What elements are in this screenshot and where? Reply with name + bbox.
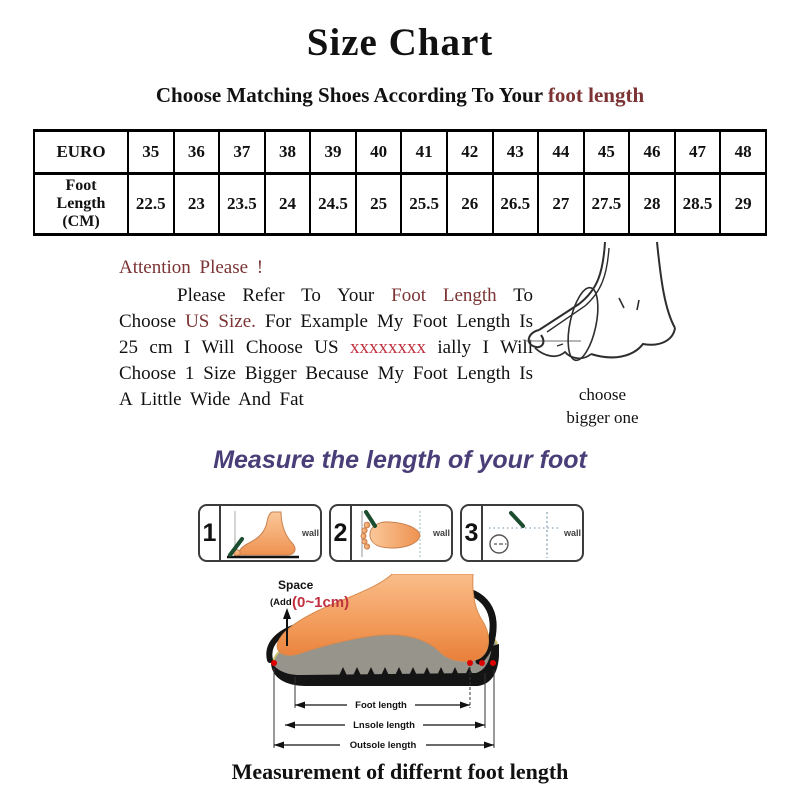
euro-size: 41 xyxy=(401,131,447,174)
attention-us-size: US Size. xyxy=(185,311,256,332)
ankle-marks xyxy=(619,298,639,310)
attention-body xyxy=(119,283,533,413)
foot-length-cm: 26.5 xyxy=(493,174,539,235)
measure-heading: Measure the length of your foot xyxy=(213,446,587,474)
foot-length-cm: 24.5 xyxy=(310,174,356,235)
step-number: 1 xyxy=(200,506,221,560)
step2-art xyxy=(354,508,436,562)
euro-size: 43 xyxy=(493,131,539,174)
marker-dot xyxy=(467,660,473,666)
table-row-foot-length xyxy=(34,174,766,235)
toe-tick xyxy=(557,344,563,346)
table-row-euro xyxy=(34,131,766,174)
euro-size: 45 xyxy=(584,131,630,174)
euro-size: 48 xyxy=(720,131,766,174)
toe-shape xyxy=(364,522,370,528)
size-table xyxy=(33,129,767,236)
foot-length-cm: 28 xyxy=(629,174,675,235)
arrowhead-right xyxy=(484,742,494,749)
measure-steps xyxy=(198,504,584,562)
foot-length-cm: 28.5 xyxy=(675,174,721,235)
foot-length-cm: 23 xyxy=(174,174,220,235)
page-title: Size Chart xyxy=(306,21,494,64)
subtitle-highlight: foot length xyxy=(547,83,645,107)
euro-size: 36 xyxy=(174,131,220,174)
toe-shape xyxy=(362,539,367,544)
space-arrowhead xyxy=(283,608,291,619)
foot-length-cm: 27 xyxy=(538,174,584,235)
toe-shape xyxy=(364,544,369,549)
range-label: (0~1cm) xyxy=(292,594,350,611)
arrowhead-left xyxy=(285,722,295,729)
attention-foot-length: Foot Length xyxy=(391,285,497,306)
foot-length-cm: 29 xyxy=(720,174,766,235)
big-toe-line xyxy=(529,330,544,347)
choose-bigger-note xyxy=(540,383,665,429)
arrowhead-left xyxy=(274,742,284,749)
foot-length-label: Foot length xyxy=(355,700,407,711)
euro-size: 39 xyxy=(310,131,356,174)
euro-size: 40 xyxy=(356,131,402,174)
wall-label: wall xyxy=(563,528,581,538)
sole-heel-line xyxy=(591,328,675,357)
step-panel-2 xyxy=(329,504,453,562)
euro-size: 42 xyxy=(447,131,493,174)
euro-size: 38 xyxy=(265,131,311,174)
foot-length-cm: 24 xyxy=(265,174,311,235)
toe-shape xyxy=(362,528,367,533)
row-header-euro: EURO xyxy=(34,131,128,174)
foot-length-cm: 27.5 xyxy=(584,174,630,235)
toe-shape xyxy=(361,534,366,539)
euro-size: 37 xyxy=(219,131,265,174)
insole-length-label: Lnsole length xyxy=(353,720,415,731)
attention-censored-text: xxxxxxxx xyxy=(349,337,426,358)
foot-length-cm: 26 xyxy=(447,174,493,235)
attention-note xyxy=(119,255,533,413)
attention-text: ially I Will Choose 1 Size Bigger Because My Foot Length Is A Little Wide And Fat xyxy=(119,337,533,410)
wall-label: wall xyxy=(301,528,319,538)
step-panel-1 xyxy=(198,504,322,562)
choose-bigger-line1: choose xyxy=(578,385,627,404)
wall-label: wall xyxy=(432,528,450,538)
step1-art xyxy=(223,508,305,562)
attention-text: For Example My Foot Length Is 25 cm I Will Choose US xyxy=(119,311,534,358)
pen-icon xyxy=(511,513,523,526)
marker-dot xyxy=(490,660,496,666)
measuring-loop xyxy=(563,285,604,363)
choose-bigger-line2: bigger one xyxy=(566,408,639,427)
euro-size: 46 xyxy=(629,131,675,174)
leg-back-line xyxy=(657,242,675,328)
euro-size: 47 xyxy=(675,131,721,174)
foot-side-shape xyxy=(239,512,295,555)
foot-length-cm: 25 xyxy=(356,174,402,235)
attention-text: Please Refer To Your xyxy=(177,285,392,306)
arrowhead-right xyxy=(460,702,470,709)
add-label: (Add xyxy=(270,597,292,608)
marker-dot xyxy=(271,660,277,666)
bottom-caption: Measurement of differnt foot length xyxy=(231,759,569,784)
arrowhead-left xyxy=(295,702,305,709)
step3-art xyxy=(485,508,567,562)
euro-size: 44 xyxy=(538,131,584,174)
subtitle-text: Choose Matching Shoes According To Your xyxy=(155,83,548,107)
shoe-measurement-diagram xyxy=(240,574,580,764)
step-number: 2 xyxy=(331,506,352,560)
marker-dot xyxy=(479,660,485,666)
arrowhead-right xyxy=(475,722,485,729)
attention-heading: Attention Please ! xyxy=(119,257,264,278)
foot-length-cm: 23.5 xyxy=(219,174,265,235)
foot-sole-shape xyxy=(370,522,420,548)
row-header-foot-length: Foot Length (CM) xyxy=(34,174,128,235)
step-number: 3 xyxy=(462,506,483,560)
subtitle xyxy=(0,83,800,108)
foot-length-cm: 25.5 xyxy=(401,174,447,235)
space-label: Space xyxy=(278,578,314,592)
attention-text: To Choose xyxy=(119,285,533,332)
euro-size: 35 xyxy=(128,131,174,174)
outsole-length-label: Outsole length xyxy=(349,740,417,751)
step-panel-3 xyxy=(460,504,584,562)
foot-sketch xyxy=(521,240,726,375)
foot-length-cm: 22.5 xyxy=(128,174,174,235)
